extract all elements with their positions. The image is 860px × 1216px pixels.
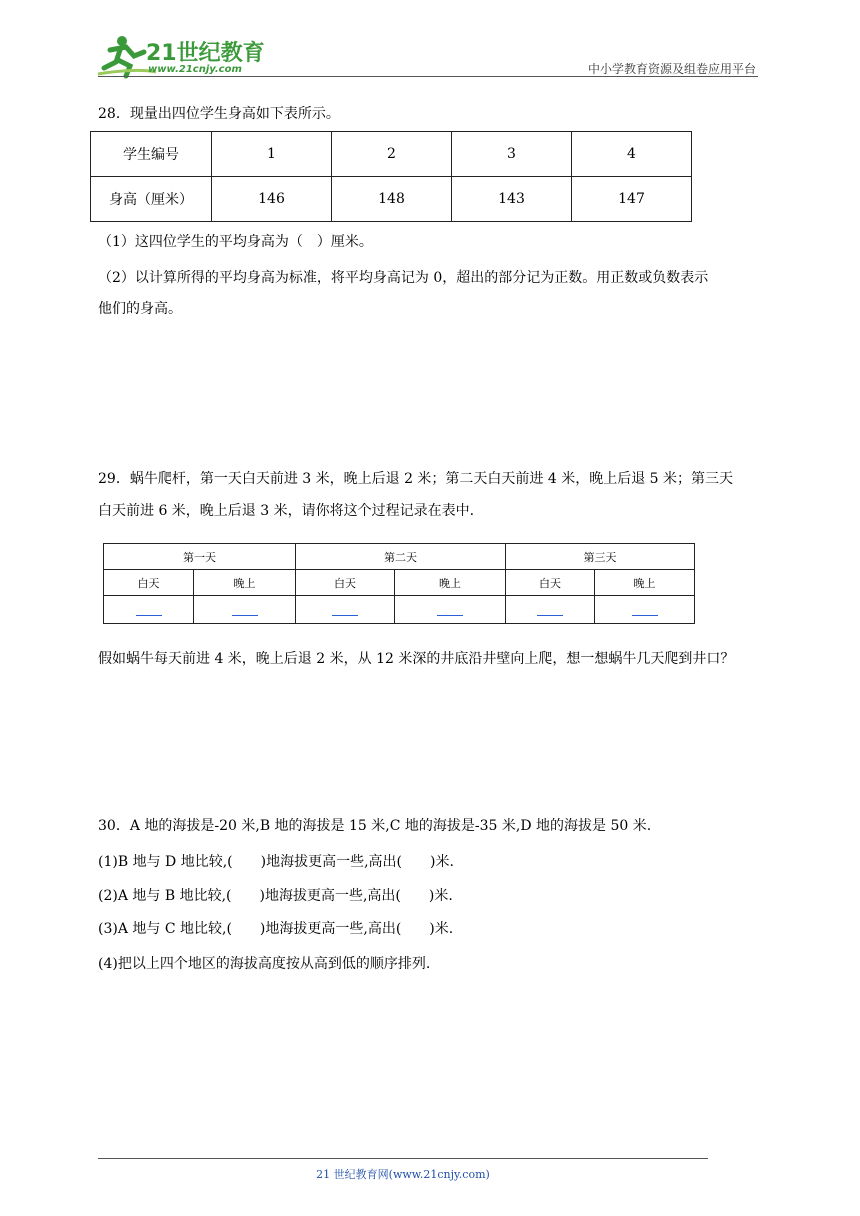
q28-stem: 28．现量出四位学生身高如下表所示。 [98, 106, 340, 122]
table-cell: 晚上 [194, 570, 296, 596]
answer-blank[interactable] [437, 603, 463, 616]
platform-name: 中小学教育资源及组卷应用平台 [587, 62, 756, 76]
q30-part4: (4)把以上四个地区的海拔高度按从高到低的顺序排列. [98, 956, 431, 972]
answer-blank[interactable] [232, 603, 258, 616]
q28-part2-line2: 他们的身高。 [98, 301, 182, 317]
table-cell: 白天 [506, 570, 595, 596]
table-header-cell: 第一天 [104, 544, 296, 570]
q30-stem: 30．A 地的海拔是-20 米,B 地的海拔是 15 米,C 地的海拔是-35 米,D 地的海拔是 50 米. [98, 818, 652, 834]
answer-blank[interactable] [136, 603, 162, 616]
logo-text: 21世纪教育 [146, 41, 265, 66]
snail-record-table [103, 543, 695, 624]
table-row [91, 177, 692, 222]
q28-part1: （1）这四位学生的平均身高为（ ）厘米。 [98, 234, 373, 250]
height-table [90, 131, 692, 222]
q29-line1: 29．蜗牛爬杆，第一天白天前进 3 米，晚上后退 2 米；第二天白天前进 4 米，晚上后退 5 米；第三天 [98, 471, 734, 487]
table-header-cell: 第三天 [506, 544, 695, 570]
table-cell: 白天 [296, 570, 395, 596]
q29-followup: 假如蜗牛每天前进 4 米，晚上后退 2 米，从 12 米深的井底沿井壁向上爬，想一想蜗牛几天爬到井口？ [98, 651, 735, 667]
site-logo [96, 34, 266, 80]
answer-cell[interactable] [395, 596, 506, 624]
footer-link[interactable]: 21 世纪教育网(www.21cnjy.com) [316, 1168, 490, 1181]
header-divider [98, 76, 758, 77]
q28-part2-line1: （2）以计算所得的平均身高为标准，将平均身高记为 0，超出的部分记为正数。用正数或负数表示 [98, 270, 709, 286]
footer-divider [98, 1158, 708, 1159]
answer-cell[interactable] [104, 596, 194, 624]
table-cell: 白天 [104, 570, 194, 596]
table-cell: 1 [212, 132, 332, 177]
table-cell: 146 [212, 177, 332, 222]
answer-blank[interactable] [332, 603, 358, 616]
answer-cell[interactable] [194, 596, 296, 624]
q30-part3: (3)A 地与 C 地比较,( )地海拔更高一些,高出( )米. [98, 921, 454, 937]
table-cell: 晚上 [595, 570, 695, 596]
table-cell: 143 [452, 177, 572, 222]
table-cell: 身高（厘米） [91, 177, 212, 222]
table-cell: 3 [452, 132, 572, 177]
q29-line2: 白天前进 6 米，晚上后退 3 米，请你将这个过程记录在表中. [98, 503, 475, 519]
answer-cell[interactable] [296, 596, 395, 624]
table-row [104, 544, 695, 570]
answer-blank[interactable] [632, 603, 658, 616]
table-cell: 4 [572, 132, 692, 177]
answer-blank[interactable] [537, 603, 563, 616]
table-cell: 学生编号 [91, 132, 212, 177]
table-header-cell: 第二天 [296, 544, 506, 570]
q30-part2: (2)A 地与 B 地比较,( )地海拔更高一些,高出( )米. [98, 888, 453, 904]
logo-url: www.21cnjy.com [148, 64, 242, 75]
table-row [104, 596, 695, 624]
table-row [91, 132, 692, 177]
table-cell: 晚上 [395, 570, 506, 596]
answer-cell[interactable] [595, 596, 695, 624]
table-cell: 148 [332, 177, 452, 222]
answer-cell[interactable] [506, 596, 595, 624]
table-cell: 147 [572, 177, 692, 222]
table-row [104, 570, 695, 596]
table-cell: 2 [332, 132, 452, 177]
q30-part1: (1)B 地与 D 地比较,( )地海拔更高一些,高出( )米. [98, 854, 454, 870]
